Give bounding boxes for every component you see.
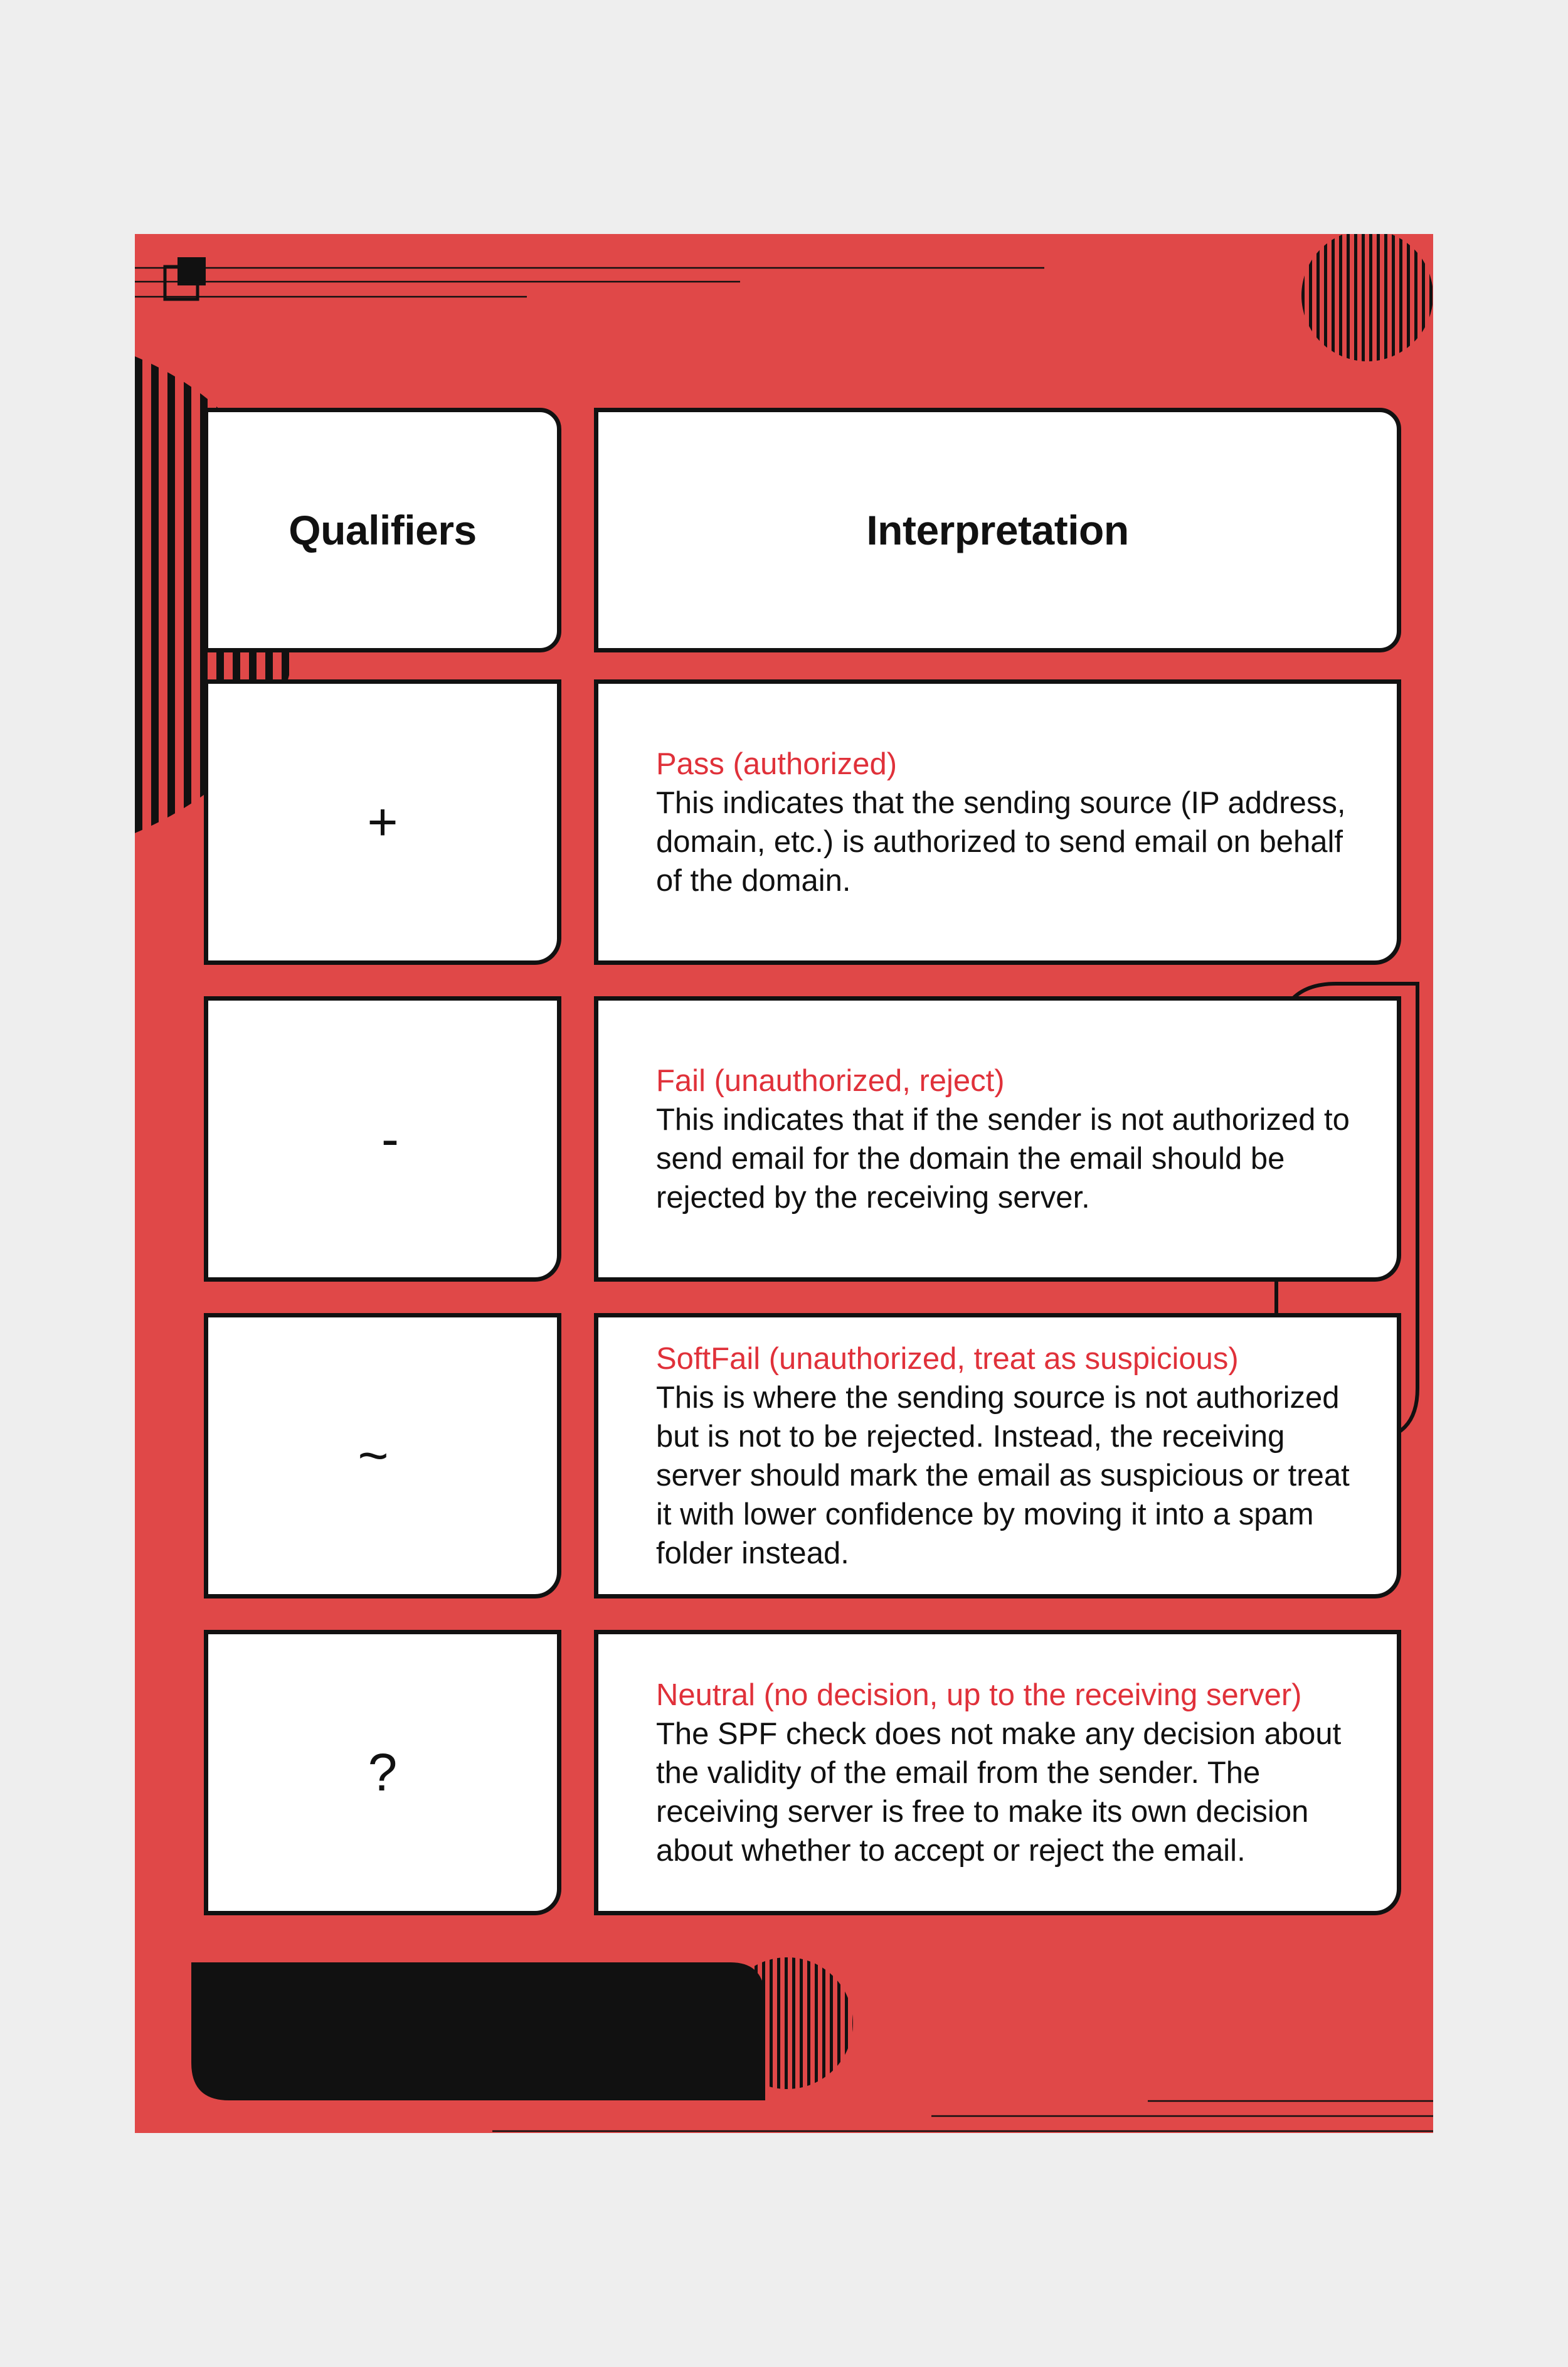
interpretation-cell-fail	[594, 996, 1401, 1282]
interpretation-title: Neutral (no decision, up to the receiving server)	[656, 1678, 1302, 1712]
decorative-squares	[135, 253, 1051, 309]
interpretation-cell-softfail	[594, 1313, 1401, 1598]
interpretation-header-cell	[594, 408, 1401, 652]
interpretation-description: The SPF check does not make any decision about the validity of the email from the sender. The receiving server is free to make its own decision about whether to accept or reject the email.	[656, 1716, 1342, 1868]
interpretation-title: SoftFail (unauthorized, treat as suspicious)	[656, 1341, 1239, 1376]
interpretation-title: Fail (unauthorized, reject)	[656, 1063, 1005, 1098]
qualifier-symbol: ?	[368, 1743, 398, 1802]
striped-circle-top-right	[1301, 234, 1433, 366]
qualifier-cell-pass	[204, 679, 561, 965]
interpretation-text	[656, 684, 1372, 960]
interpretation-text	[656, 1317, 1372, 1594]
interpretation-title: Pass (authorized)	[656, 747, 898, 781]
interpretation-description: This is where the sending source is not authorized but is not to be rejected. Instead, the receiving server should mark the email as suspicious or treat it with lower confidence by moving it into a spam folder instead.	[656, 1380, 1350, 1570]
qualifiers-heading: Qualifiers	[289, 507, 477, 553]
interpretation-cell-pass	[594, 679, 1401, 965]
interpretation-description: This indicates that if the sender is not authorized to send email for the domain the email should be rejected by the receiving server.	[656, 1102, 1350, 1215]
qualifier-cell-softfail	[204, 1313, 561, 1598]
decorative-lines-bottom	[492, 2097, 1433, 2133]
qualifier-symbol: +	[367, 792, 398, 851]
interpretation-text	[656, 1001, 1372, 1277]
interpretation-heading: Interpretation	[866, 507, 1129, 553]
spf-qualifiers-card	[135, 234, 1433, 2133]
qualifiers-header-cell	[204, 408, 561, 652]
interpretation-description: This indicates that the sending source (IP address, domain, etc.) is authorized to send email on behalf of the domain.	[656, 785, 1346, 898]
qualifier-symbol: ~	[358, 1426, 389, 1485]
interpretation-cell-neutral	[594, 1630, 1401, 1915]
qualifier-cell-fail	[204, 996, 561, 1282]
interpretation-text	[656, 1634, 1372, 1911]
striped-circle-bottom	[724, 1956, 856, 2100]
qualifier-cell-neutral	[204, 1630, 561, 1915]
qualifier-symbol: -	[381, 1109, 399, 1168]
